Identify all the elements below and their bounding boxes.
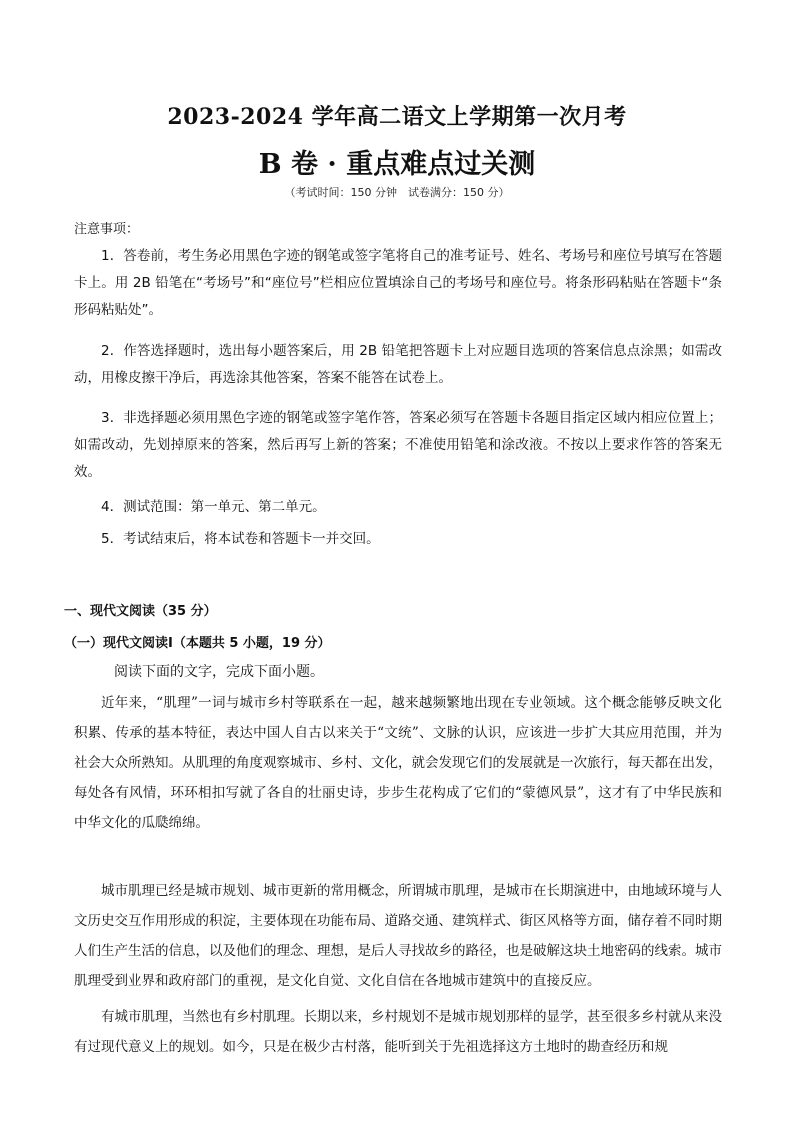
note-item: 1．答卷前，考生务必用黑色字迹的钢笔或签字笔将自己的准考证号、姓名、考场号和座位号填写在答题卡上。用 2B 铅笔在“考场号”和“座位号”栏相应位置填涂自己的考场号和座位号。将条形码粘贴在答题卡“条形码粘贴处”。 bbox=[74, 248, 722, 318]
exam-subtitle: B 卷 · 重点难点过关测 bbox=[258, 149, 536, 180]
passage-paragraph: 近年来，“肌理”一词与城市乡村等联系在一起，越来越频繁地出现在专业领域。这个概念能够反映文化积累、传承的基本特征，表达中国人自古以来关于“文统”、文脉的认识，应该进一步扩大其应用范围，并为社会大众所熟知。从肌理的角度观察城市、乡村、文化，就会发现它们的发展就是一次旅行，每天都在出发，每处各有风情，环环相扣写就了各自的壮丽史诗，步步生花构成了它们的“蒙德风景”，这才有了中华民族和中华文化的瓜瓞绵绵。 bbox=[74, 695, 722, 831]
notes-heading: 注意事项： bbox=[74, 222, 140, 237]
note-item: 4．测试范围：第一单元、第二单元。 bbox=[101, 499, 326, 515]
note-item: 2．作答选择题时，选出每小题答案后，用 2B 铅笔把答题卡上对应题目选项的答案信息点涂黑；如需改动，用橡皮擦干净后，再选涂其他答案，答案不能答在试卷上。 bbox=[74, 343, 722, 386]
note-item: 5．考试结束后，将本试卷和答题卡一并交回。 bbox=[101, 531, 380, 547]
section-heading: 一、现代文阅读（35 分） bbox=[64, 604, 217, 619]
subsection-heading: （一）现代文阅读Ⅰ（本题共 5 小题，19 分） bbox=[64, 636, 331, 651]
passage-paragraph: 有城市肌理，当然也有乡村肌理。长期以来，乡村规划不是城市规划那样的显学，甚至很多乡村就从来没有过现代意义上的规划。如今，只是在极少古村落，能听到关于先祖选择这方土地时的勘查经历和规 bbox=[74, 1009, 722, 1055]
passage-paragraph: 城市肌理已经是城市规划、城市更新的常用概念，所谓城市肌理，是城市在长期演进中，由地域环境与人文历史交互作用形成的积淀，主要体现在功能布局、道路交通、建筑样式、街区风格等方面，储存着不同时期人们生产生活的信息，以及他们的理念、理想，是后人寻找故乡的路径，也是破解这块土地密码的线索。城市肌理受到业界和政府部门的重视，是文化自觉、文化自信在各地城市建筑中的直接反应。 bbox=[74, 883, 722, 989]
note-item: 3．非选择题必须用黑色字迹的钢笔或签字笔作答，答案必须写在答题卡各题目指定区域内相应位置上；如需改动，先划掉原来的答案，然后再写上新的答案；不准使用铅笔和涂改液。不按以上要求作答的答案无效。 bbox=[74, 410, 722, 480]
exam-title: 2023-2024 学年高二语文上学期第一次月考 bbox=[167, 104, 627, 130]
exam-info: （考试时间：150 分钟 试卷满分：150 分） bbox=[284, 186, 510, 199]
reading-instruction: 阅读下面的文字，完成下面小题。 bbox=[114, 664, 324, 680]
